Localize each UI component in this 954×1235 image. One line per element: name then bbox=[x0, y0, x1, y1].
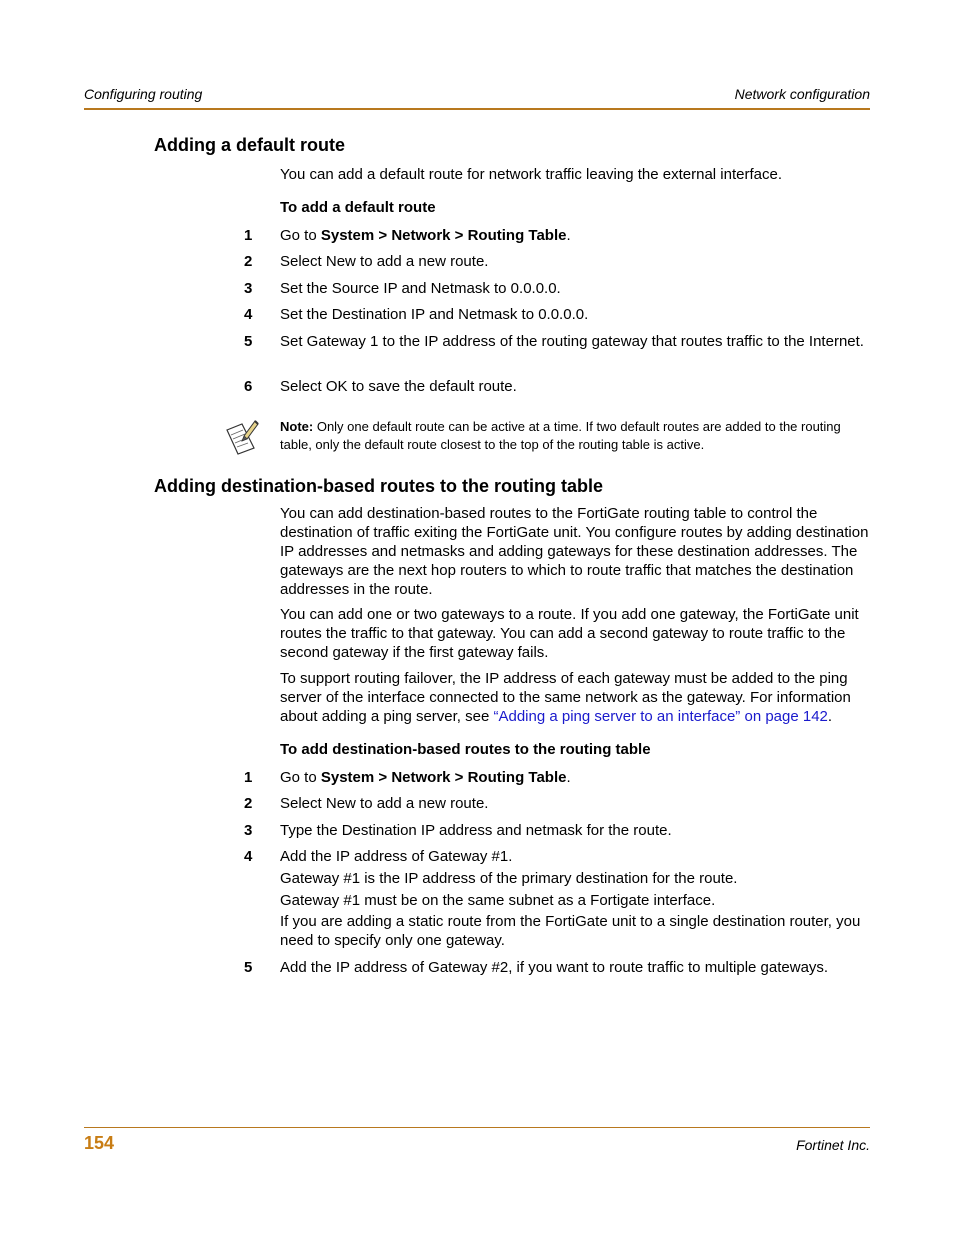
procedure-title-default-route: To add a default route bbox=[280, 199, 436, 216]
step-text: Go to System > Network > Routing Table. bbox=[280, 769, 571, 786]
footer-company: Fortinet Inc. bbox=[796, 1137, 870, 1153]
header-rule bbox=[84, 108, 870, 110]
footer-rule bbox=[84, 1127, 870, 1128]
step-text: Select New to add a new route. bbox=[280, 795, 489, 812]
step-number: 1 bbox=[244, 769, 253, 786]
step-text: Go to System > Network > Routing Table. bbox=[280, 227, 571, 244]
step-text: Set the Destination IP and Netmask to 0.0.0.0. bbox=[280, 306, 589, 323]
running-header-chapter: Configuring routing bbox=[84, 86, 203, 102]
menu-path: System > Network > Routing Table bbox=[320, 227, 567, 244]
step-text: Set the Source IP and Netmask to 0.0.0.0. bbox=[280, 280, 561, 297]
running-header-section: Network configuration bbox=[734, 86, 870, 102]
step-detail: If you are adding a static route from the FortiGate unit to a single destination router, you need to specify only one gateway. bbox=[280, 913, 861, 949]
procedure-title-destination-routes: To add destination-based routes to the routing table bbox=[280, 741, 651, 758]
ping-server-cross-reference-link[interactable]: “Adding a ping server to an interface” on page 142 bbox=[493, 708, 828, 725]
step-text: Select OK to save the default route. bbox=[280, 378, 517, 395]
step-number: 4 bbox=[244, 848, 253, 865]
step-text: Type the Destination IP address and netmask for the route. bbox=[280, 822, 672, 839]
step-number: 4 bbox=[244, 306, 253, 323]
step-detail: Gateway #1 is the IP address of the primary destination for the route. bbox=[280, 870, 738, 887]
step-number: 5 bbox=[244, 959, 253, 976]
step-text: Add the IP address of Gateway #1. bbox=[280, 848, 513, 865]
note-pen-icon bbox=[224, 416, 260, 456]
heading-adding-default-route: Adding a default route bbox=[154, 135, 345, 155]
menu-path: System > Network > Routing Table bbox=[320, 769, 567, 786]
step-text: Add the IP address of Gateway #2, if you want to route traffic to multiple gateways. bbox=[280, 959, 829, 976]
section2-paragraph: You can add one or two gateways to a route. If you add one gateway, the FortiGate unit routes the traffic to that gateway. You can add a second gateway to route traffic to the second gateway if the first gateway fails. bbox=[280, 606, 859, 661]
heading-destination-routes: Adding destination-based routes to the routing table bbox=[154, 476, 603, 496]
step-number: 3 bbox=[244, 822, 253, 839]
step-number: 6 bbox=[244, 378, 253, 395]
note-label: Note: bbox=[280, 419, 314, 434]
note-text: Note: Only one default route can be active at a time. If two default routes are added to the routing table, only the default route closest to the top of the routing table is active. bbox=[280, 419, 841, 452]
section1-intro: You can add a default route for network traffic leaving the external interface. bbox=[280, 166, 782, 183]
page-number: 154 bbox=[84, 1133, 115, 1153]
section2-paragraph: To support routing failover, the IP address of each gateway must be added to the ping server of the interface connected to the same network as the gateway. For information about adding a ping server, see “Adding a ping server to an interface” on page 142. bbox=[280, 670, 851, 725]
step-number: 2 bbox=[244, 253, 253, 270]
step-number: 3 bbox=[244, 280, 253, 297]
step-number: 1 bbox=[244, 227, 253, 244]
step-text: Set Gateway 1 to the IP address of the routing gateway that routes traffic to the Internet. bbox=[280, 333, 864, 350]
step-detail: Gateway #1 must be on the same subnet as a Fortigate interface. bbox=[280, 892, 716, 909]
step-number: 5 bbox=[244, 333, 253, 350]
step-number: 2 bbox=[244, 795, 253, 812]
section2-paragraph: You can add destination-based routes to the FortiGate routing table to control the destination of traffic exiting the FortiGate unit. You configure routes by adding destination IP addresses and netmasks and adding gateways for these destination addresses. The gateways are the next hop routers to which to route traffic that matches the destination addresses in the route. bbox=[280, 505, 869, 598]
step-text: Select New to add a new route. bbox=[280, 253, 489, 270]
